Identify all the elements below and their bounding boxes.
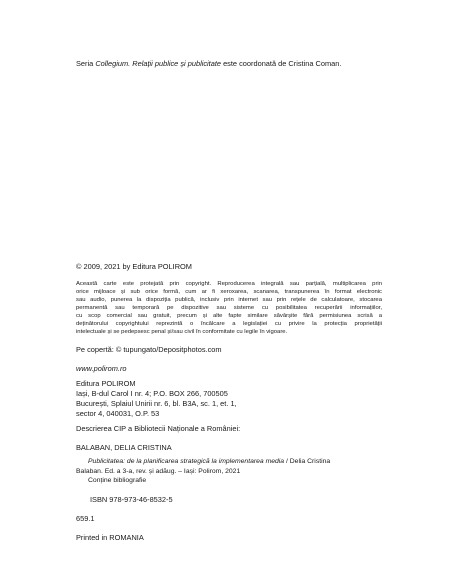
publisher-line: București, Splaiul Unirii nr. 6, bl. B3A, sc. 1, et. 1, [76,399,237,408]
publisher-line: Iași, B-dul Carol I nr. 4; P.O. BOX 266, 700505 [76,389,228,398]
copyright-notice [76,280,382,336]
series-suffix: este coordonată de Cristina Coman. [221,59,342,68]
series-title: Collegium. Relații publice și publicitate [95,59,222,68]
printed-in: Printed in ROMANIA [76,533,144,542]
cip-record-line: Conține bibliografie [88,477,147,484]
cip-record-line: Balaban. Ed. a 3-a, rev. și adăug. – Iași: Polirom, 2021 [76,467,241,475]
cip-record-author: / Delia Cristina [284,458,331,465]
notice-line: orice mijloace și sub orice formă, cum ar fi xeroxarea, scanarea, transpunerea în format electronic [76,289,382,295]
publisher-address [76,379,237,419]
notice-line: deținătorului copyrightului reprezintă o încălcare a legislației cu privire la protecția proprietății [76,321,382,327]
publisher-line: Editura POLIROM [76,379,136,388]
notice-line: intelectuale și se pedepsesc penal și/sau civil în conformitate cu legile în vigoare. [76,329,288,335]
notice-line: permanentă sau temporară pe dispozitive sau sisteme cu posibilitatea recuperării informațiilor, [76,305,382,311]
book-title: Publicitatea: de la planificarea strategică la implementarea media [88,458,285,465]
cip-heading: Descrierea CIP a Bibliotecii Naționale a României: [76,424,241,433]
cip-record-line [76,457,376,467]
notice-line: Această carte este protejată prin copyright. Reproducerea integrală sau parțială, multiplicarea prin [76,281,382,287]
publisher-line: sector 4, 040031, O.P. 53 [76,409,160,418]
isbn: ISBN 978-973-46-8532-5 [90,495,173,504]
copyright-line: © 2009, 2021 by Editura POLIROM [76,262,192,271]
publisher-website: www.polirom.ro [76,364,127,373]
cip-record [76,457,376,486]
series-prefix: Seria [76,59,96,68]
cip-author: BALABAN, DELIA CRISTINA [76,443,172,452]
notice-line: cu scop comercial sau gratuit, precum și alte fapte similare săvârșite fără permisiunea scrisă a [76,313,382,319]
cover-credit: Pe copertă: © tupungato/Depositphotos.com [76,345,222,354]
classification-code: 659.1 [76,514,95,523]
notice-line: sau audio, punerea la dispoziția publică, inclusiv prin internet sau prin rețele de calculatoare, stocarea [76,297,382,303]
series-note [76,60,341,67]
